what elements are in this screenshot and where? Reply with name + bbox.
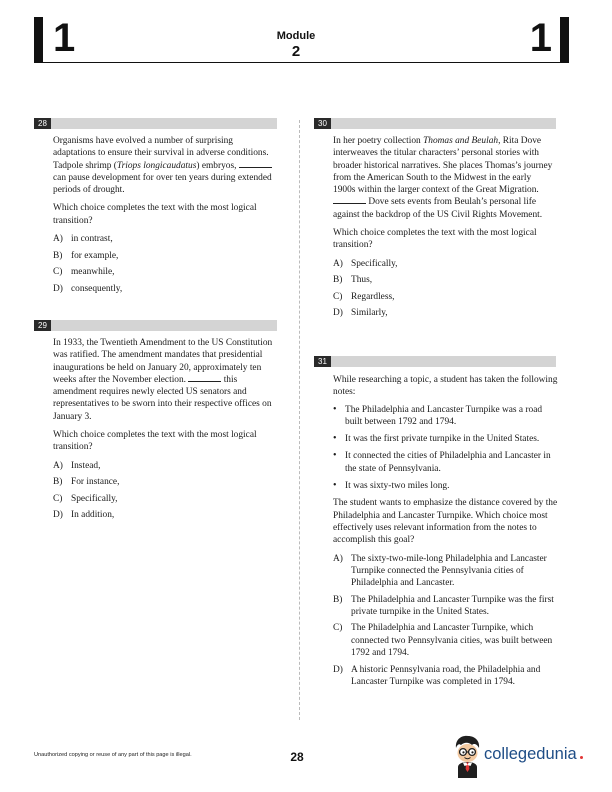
question-29-number: 29 (34, 320, 51, 331)
module-label: Module (276, 30, 316, 42)
page-number: 28 (290, 750, 304, 764)
question-30-option-d[interactable]: D) Similarly, (333, 308, 388, 319)
question-31-number: 31 (314, 356, 331, 367)
question-29-prompt: Which choice completes the text with the most logical transition? (53, 430, 257, 453)
answer-blank (333, 196, 366, 204)
question-31-option-a[interactable]: A) The sixty-two-mile-long Philadelphia and Lancaster Turnpike connected the Pennsylvania cities of Philadelphia and Lancaster. (333, 553, 547, 589)
question-29 (53, 337, 281, 521)
question-31-notes (333, 404, 559, 493)
question-30-option-a[interactable]: A) Specifically, (333, 258, 398, 269)
answer-blank (188, 374, 221, 382)
module-number: 2 (291, 43, 301, 60)
question-28 (53, 135, 275, 295)
question-31-bar (314, 356, 556, 367)
question-28-passage: Organisms have evolved a number of surprising adaptations to ensure their survival in adverse conditions. Tadpole shrimp (Triops longicaudatus) embryos, can pause development for over ten years during extended periods of drought. (53, 136, 272, 196)
question-31-prompt: The student wants to emphasize the distance covered by the Philadelphia and Lancaster Turnpike. Which choice most effectively uses relevant information from the notes to accomplish this goal? (333, 498, 558, 546)
brand-wordmark: collegedunia (484, 745, 577, 763)
column-divider (299, 120, 300, 720)
question-30-passage: In her poetry collection Thomas and Beulah, Rita Dove interweaves the titular characters’ personal stories with broader historical narratives. She places Thomas’s journey from the American South to the Midwest in the early 1900s within the larger context of the Great Migration. Dove sets events from Beulah’s personal life against the backdrop of the US Civil Rights Movement. (333, 136, 553, 220)
question-30 (333, 135, 555, 319)
header-rule (34, 62, 569, 63)
section-number-left: 1 (53, 16, 76, 60)
question-30-number: 30 (314, 118, 331, 129)
question-29-option-d[interactable]: D) In addition, (53, 510, 115, 521)
question-29-passage: In 1933, the Twentieth Amendment to the US Constitution was ratified. The amendment mandates that presidential inaugurations be held on January 20, approximately ten weeks after the November election. this amendment requires newly elected US senators and representatives to be sworn into their respective offices on January 3. (53, 338, 273, 422)
question-28-prompt: Which choice completes the text with the most logical transition? (53, 203, 257, 226)
question-28-option-a[interactable]: A) in contrast, (53, 234, 113, 245)
question-31 (333, 374, 559, 688)
brand-accent-dot (580, 756, 583, 759)
question-29-options (53, 460, 281, 522)
question-29-option-a[interactable]: A) Instead, (53, 460, 101, 471)
question-30-options (333, 258, 555, 320)
graduate-mascot-icon (452, 734, 482, 778)
note-item: • It was sixty-two miles long. (333, 480, 450, 492)
answer-blank (239, 160, 272, 168)
question-31-options (333, 553, 559, 689)
question-30-bar (314, 118, 556, 129)
question-28-option-c[interactable]: C) meanwhile, (53, 267, 115, 278)
note-item: • It connected the cities of Philadelphia and Lancaster in the state of Pennsylvania. (333, 450, 551, 474)
question-30-prompt: Which choice completes the text with the most logical transition? (333, 228, 537, 251)
question-31-intro: While researching a topic, a student has taken the following notes: (333, 375, 558, 398)
question-28-bar (34, 118, 277, 129)
copyright-notice: Unauthorized copying or reuse of any part of this page is illegal. (34, 752, 192, 758)
question-28-option-b[interactable]: B) for example, (53, 250, 119, 261)
question-29-option-c[interactable]: C) Specifically, (53, 493, 118, 504)
question-30-option-b[interactable]: B) Thus, (333, 275, 373, 286)
question-28-number: 28 (34, 118, 51, 129)
question-29-option-b[interactable]: B) For instance, (53, 477, 120, 488)
question-30-option-c[interactable]: C) Regardless, (333, 291, 395, 302)
question-28-option-d[interactable]: D) consequently, (53, 283, 123, 294)
question-31-option-b[interactable]: B) The Philadelphia and Lancaster Turnpike was the first private turnpike in the United States. (333, 594, 554, 617)
question-31-option-d[interactable]: D) A historic Pennsylvania road, the Philadelphia and Lancaster Turnpike was completed in 1794. (333, 664, 541, 687)
section-number-right: 1 (529, 16, 552, 60)
question-29-bar (34, 320, 277, 331)
note-item: • It was the first private turnpike in the United States. (333, 433, 540, 445)
header-right-bar (560, 17, 569, 62)
question-31-option-c[interactable]: C) The Philadelphia and Lancaster Turnpike, which connected two Pennsylvania cities, was built between 1792 and 1794. (333, 623, 553, 659)
header-left-bar (34, 17, 43, 62)
note-item: • The Philadelphia and Lancaster Turnpike was a road built between 1792 and 1794. (333, 403, 543, 427)
question-28-options (53, 233, 275, 295)
